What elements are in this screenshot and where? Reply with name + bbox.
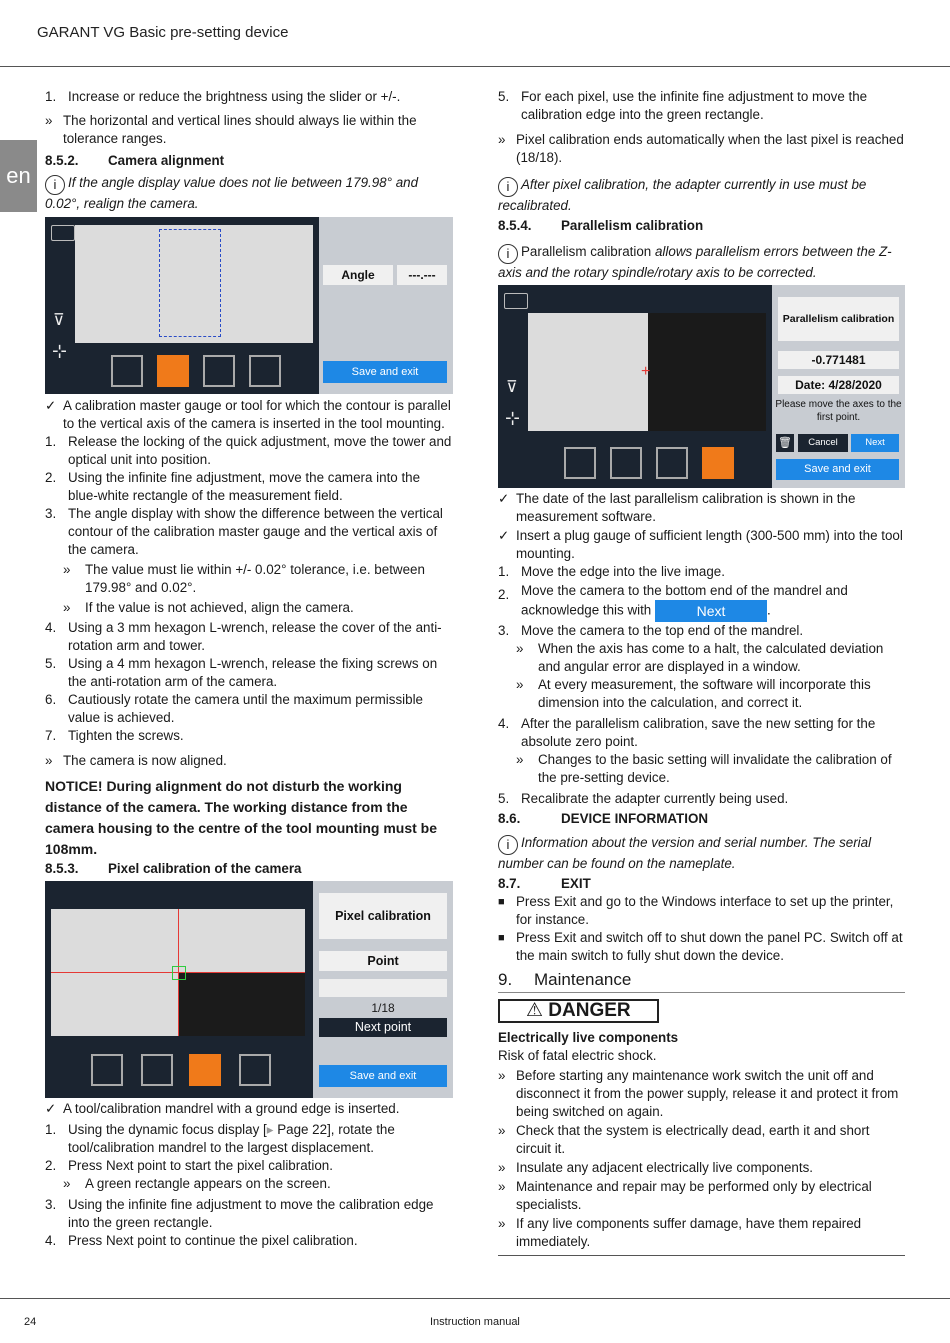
instruction-message: Please move the axes to the first point. <box>775 399 902 423</box>
page-number: 24 <box>24 1316 37 1328</box>
parallel-substep-3b: » At every measurement, the software will incorporate this dimension into the calculation, and correct it. <box>516 677 871 710</box>
keyboard-icon[interactable] <box>504 293 528 309</box>
pixel-step-5: 5. For each pixel, use the infinite fine adjustment to move the calibration edge into the green rectangle. <box>498 89 868 122</box>
danger-item-1: » Before starting any maintenance work switch the unit off and disconnect it from the power supply, release it and protect it from being switched on again. <box>498 1068 899 1119</box>
step-5: 5. Using a 4 mm hexagon L-wrench, release the fixing screws on the anti-rotation arm of the camera. <box>45 656 438 689</box>
info-854: i Parallelism calibration allows parallelism errors between the Z-axis and the rotary spindle/rotary axis to be corrected. <box>498 244 892 280</box>
live-image-pixel <box>51 909 305 1036</box>
chart-tool-icon[interactable] <box>239 1054 271 1086</box>
camera-tool-icon[interactable] <box>141 1054 173 1086</box>
hazard-title: Electrically live components <box>498 1030 679 1045</box>
header-divider <box>0 66 950 67</box>
parallel-step-3: 3. Move the camera to the top end of the mandrel. <box>498 623 804 638</box>
target-cross-icon: + <box>641 363 651 380</box>
document-header: GARANT VG Basic pre-setting device <box>37 24 289 41</box>
step-4: 4. Using a 3 mm hexagon L-wrench, release the cover of the anti-rotation arm and tower. <box>45 620 442 653</box>
language-tab: en <box>0 140 37 212</box>
info-86: i Information about the version and serial number. The serial number can be found on the nameplate. <box>498 835 872 871</box>
pixel-substep-2: » A green rectangle appears on the screen. <box>63 1176 331 1191</box>
section-854-heading: 8.5.4. Parallelism calibration <box>498 218 704 233</box>
dark-quadrant <box>178 972 305 1036</box>
side-panel <box>319 217 453 394</box>
check-gauge: ✓ A calibration master gauge or tool for which the contour is parallel to the vertical axis of the camera is inserted in the tool mounting. <box>45 398 451 431</box>
camera-tool-icon[interactable] <box>610 447 642 479</box>
keyboard-icon[interactable] <box>51 225 75 241</box>
info-icon: i <box>498 835 518 855</box>
step-7: 7. Tighten the screws. <box>45 728 184 743</box>
result-lines: » The horizontal and vertical lines should always lie within the tolerance ranges. <box>45 113 417 146</box>
bright-area <box>528 313 651 431</box>
parallel-side-panel <box>772 285 905 488</box>
check-mandrel: ✓ A tool/calibration mandrel with a ground edge is inserted. <box>45 1101 400 1116</box>
result-aligned: » The camera is now aligned. <box>45 753 227 768</box>
point-counter: 1/18 <box>371 1001 395 1015</box>
calibration-date: Date: 4/28/2020 <box>778 376 899 394</box>
parallel-step-5: 5. Recalibrate the adapter currently being used. <box>498 791 789 806</box>
danger-item-2: » Check that the system is electrically dead, earth it and short circuit it. <box>498 1123 870 1156</box>
hazard-risk: Risk of fatal electric shock. <box>498 1048 657 1063</box>
deviation-value: -0.771481 <box>778 351 899 369</box>
next-point-button[interactable]: Next point <box>319 1018 447 1037</box>
grid-tool-icon[interactable] <box>189 1054 221 1086</box>
save-exit-button[interactable]: Save and exit <box>776 459 899 480</box>
angle-label: Angle <box>323 265 393 285</box>
measurement-rectangle <box>159 229 221 337</box>
left-column <box>45 88 453 1250</box>
step-6: 6. Cautiously rotate the camera until the maximum permissible value is achieved. <box>45 692 423 725</box>
tower-icon[interactable]: ⊽ <box>53 312 65 329</box>
section-87-heading: 8.7. EXIT <box>498 876 591 891</box>
live-image-parallel <box>528 313 766 431</box>
section-end-divider <box>498 1255 905 1256</box>
info-icon: i <box>498 177 518 197</box>
info-icon: i <box>498 244 518 264</box>
right-column <box>498 88 905 1256</box>
crosshair-icon[interactable]: ⊹ <box>52 341 68 361</box>
step-2: 2. Using the infinite fine adjustment, move the camera into the blue-white rectangle of the measurement field. <box>45 470 421 503</box>
next-button[interactable]: Next <box>851 434 899 452</box>
section-853-heading: 8.5.3. Pixel calibration of the camera <box>45 861 302 876</box>
footer-divider <box>0 1298 950 1299</box>
info-852: i If the angle display value does not lie between 179.98° and 0.02°, realign the camera. <box>45 175 419 211</box>
pixel-calibration-screenshot <box>45 881 453 1098</box>
brightness-tool-icon[interactable] <box>111 355 143 387</box>
parallel-substep-3a: » When the axis has come to a halt, the calculated deviation and angular error are displayed in a window. <box>516 641 884 674</box>
point-field[interactable] <box>319 979 447 997</box>
danger-label: ⚠ DANGER <box>498 999 659 1023</box>
save-exit-button[interactable]: Save and exit <box>319 1065 447 1087</box>
info-recalibrate: i After pixel calibration, the adapter currently in use must be recalibrated. <box>498 177 867 213</box>
exit-item-1: ■ Press Exit and go to the Windows interface to set up the printer, for instance. <box>498 894 894 927</box>
brightness-tool-icon[interactable] <box>564 447 596 479</box>
step-brightness: 1. Increase or reduce the brightness using the slider or +/-. <box>45 89 401 104</box>
pixel-step-2: 2. Press Next point to start the pixel calibration. <box>45 1158 333 1173</box>
cancel-button[interactable]: Cancel <box>798 434 848 452</box>
pixel-step-4: 4. Press Next point to continue the pixel calibration. <box>45 1233 358 1248</box>
section-9-heading: 9. Maintenance <box>498 971 905 993</box>
brightness-tool-icon[interactable] <box>91 1054 123 1086</box>
pixel-step-3: 3. Using the infinite fine adjustment to move the calibration edge into the green rectangle. <box>45 1197 434 1230</box>
parallel-step-2: 2. Move the camera to the bottom end of the mandrel and acknowledge this with Next . <box>498 582 905 622</box>
inline-next-button: Next <box>655 600 767 622</box>
parallel-substep-4: » Changes to the basic setting will invalidate the calibration of the pre-setting device. <box>516 752 892 785</box>
pixel-title: Pixel calibration <box>319 893 447 939</box>
parallelism-screenshot <box>498 285 905 488</box>
grid-tool-icon[interactable] <box>203 355 235 387</box>
save-exit-button[interactable]: Save and exit <box>323 361 447 383</box>
parallel-step-1: 1. Move the edge into the live image. <box>498 564 725 579</box>
live-image <box>75 225 313 343</box>
info-icon: i <box>45 175 65 195</box>
green-rectangle <box>172 966 186 980</box>
check-date: ✓ The date of the last parallelism calibration is shown in the measurement software. <box>498 491 856 524</box>
substep-3b: » If the value is not achieved, align the camera. <box>63 600 354 615</box>
chart-tool-icon[interactable] <box>249 355 281 387</box>
danger-item-3: » Insulate any adjacent electrically live components. <box>498 1160 813 1175</box>
chart-tool-icon[interactable] <box>702 447 734 479</box>
check-plug-gauge: ✓ Insert a plug gauge of sufficient length (300-500 mm) into the tool mounting. <box>498 528 903 561</box>
section-86-heading: 8.6. DEVICE INFORMATION <box>498 811 709 826</box>
grid-tool-icon[interactable] <box>656 447 688 479</box>
step-1: 1. Release the locking of the quick adjustment, move the tower and optical unit into position. <box>45 434 452 467</box>
footer-manual: Instruction manual <box>430 1316 520 1328</box>
crosshair-icon[interactable]: ⊹ <box>505 408 521 428</box>
point-label: Point <box>319 951 447 971</box>
camera-tool-icon[interactable] <box>157 355 189 387</box>
exit-item-2: ■ Press Exit and switch off to shut down the panel PC. Switch off at the main switch to fully shut down the device. <box>498 930 903 963</box>
tower-icon[interactable]: ⊽ <box>506 379 518 396</box>
page-ref-arrow-icon: ▸ <box>266 1122 274 1137</box>
substep-3a: » The value must lie within +/- 0.02° tolerance, i.e. between 179.98° and 0.02°. <box>63 562 425 595</box>
angle-value: ---.--- <box>397 265 447 285</box>
parallel-step-4: 4. After the parallelism calibration, save the new setting for the absolute zero point. <box>498 716 876 749</box>
danger-item-5: » If any live components suffer damage, have them repaired immediately. <box>498 1216 862 1249</box>
camera-alignment-screenshot <box>45 217 453 394</box>
pixel-side-panel <box>313 881 453 1098</box>
section-852-heading: 8.5.2. Camera alignment <box>45 153 225 168</box>
delete-icon[interactable]: 🗑 <box>776 434 794 452</box>
parallel-title: Parallelism calibration <box>778 297 899 341</box>
step-3: 3. The angle display with show the difference between the vertical contour of the calibration master gauge and the vertical axis of the camera. <box>45 506 443 557</box>
pixel-step-1: 1. Using the dynamic focus display [▸ Page 22], rotate the tool/calibration mandrel to the largest displacement. <box>45 1122 395 1155</box>
danger-item-4: » Maintenance and repair may be performed only by electrical specialists. <box>498 1179 872 1212</box>
notice-text: NOTICE! During alignment do not disturb the working distance of the camera. The working distance from the camera housing to the centre of the tool mounting must be 108mm. <box>45 778 438 857</box>
result-pixel-end: » Pixel calibration ends automatically when the last pixel is reached (18/18). <box>498 132 904 165</box>
